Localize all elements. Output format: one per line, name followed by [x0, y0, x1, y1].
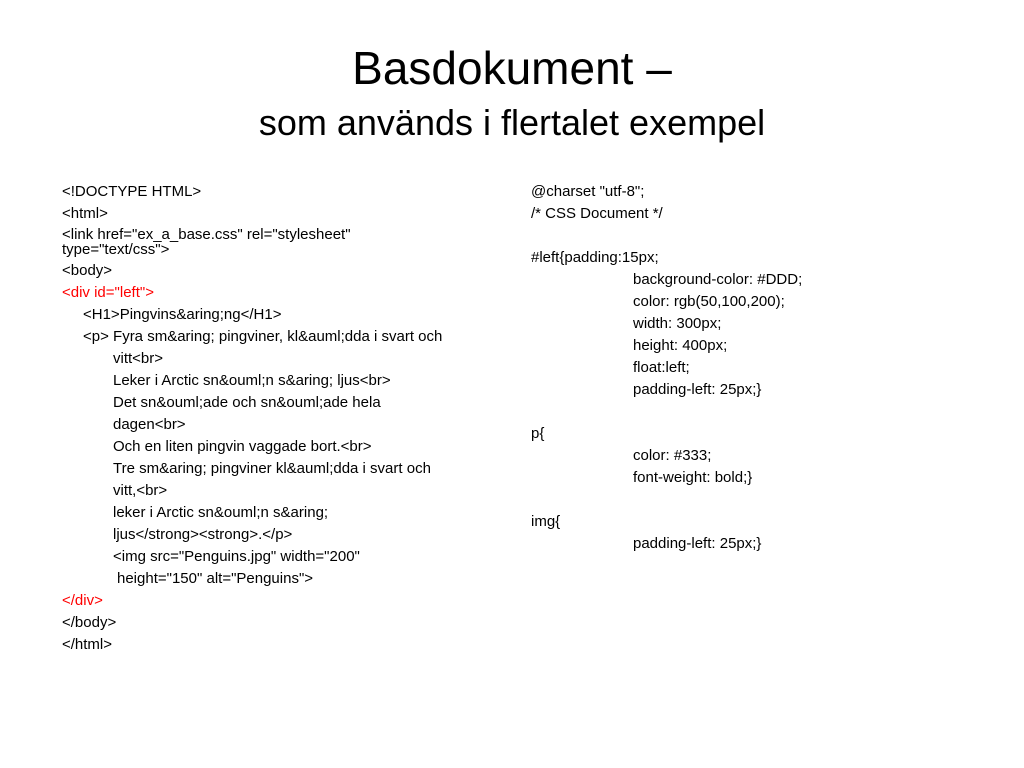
code-line: height="150" alt="Penguins"> [117, 570, 314, 587]
css-line: padding-left: 25px;} [633, 381, 762, 398]
code-line: leker i Arctic sn&ouml;n s&aring; [113, 504, 329, 521]
css-blank-line [531, 401, 971, 423]
css-blank-line [531, 489, 971, 511]
code-line: dagen<br> [113, 416, 186, 433]
code-line: <img src="Penguins.jpg" width="200" [113, 548, 360, 565]
css-line: color: #333; [633, 447, 712, 464]
css-line: p{ [531, 425, 545, 442]
code-line: <!DOCTYPE HTML> [62, 183, 202, 200]
css-line: img{ [531, 513, 561, 530]
code-line: <H1>Pingvins&aring;ng</H1> [83, 306, 282, 323]
css-line: color: rgb(50,100,200); [633, 293, 785, 310]
css-line: width: 300px; [633, 315, 722, 332]
title-main: Basdokument – [352, 42, 672, 94]
css-line: background-color: #DDD; [633, 271, 803, 288]
title-subtitle: som används i flertalet exempel [258, 102, 766, 143]
code-line-highlight: <div id="left"> [62, 284, 154, 301]
html-code-column [62, 181, 502, 656]
code-line: </body> [62, 614, 117, 631]
code-line: </html> [62, 636, 113, 653]
css-code-column [531, 181, 971, 555]
slide-title [0, 38, 1024, 148]
css-line: padding-left: 25px;} [633, 535, 762, 552]
css-line: #left{padding:15px; [531, 249, 659, 266]
css-line: font-weight: bold;} [633, 469, 753, 486]
code-line-highlight: </div> [62, 592, 103, 609]
code-line: vitt<br> [113, 350, 164, 367]
code-line: Leker i Arctic sn&ouml;n s&aring; ljus<br> [113, 372, 391, 389]
code-line: Tre sm&aring; pingviner kl&auml;dda i svart och [113, 460, 431, 477]
code-line: <body> [62, 262, 113, 279]
css-line: float:left; [633, 359, 690, 376]
css-line: /* CSS Document */ [531, 205, 663, 222]
code-line: Och en liten pingvin vaggade bort.<br> [113, 438, 372, 455]
code-line: ljus</strong><strong>.</p> [113, 526, 293, 543]
code-line: Det sn&ouml;ade och sn&ouml;ade hela [113, 394, 381, 411]
css-line: height: 400px; [633, 337, 728, 354]
code-line: <html> [62, 205, 108, 222]
code-line: vitt,<br> [113, 482, 168, 499]
css-blank-line [531, 225, 971, 247]
css-line: @charset "utf-8"; [531, 183, 645, 200]
code-line: <link href="ex_a_base.css" rel="stylesheet" type="text/css"> [62, 226, 351, 258]
code-line: <p> Fyra sm&aring; pingviner, kl&auml;dda i svart och [83, 328, 443, 345]
